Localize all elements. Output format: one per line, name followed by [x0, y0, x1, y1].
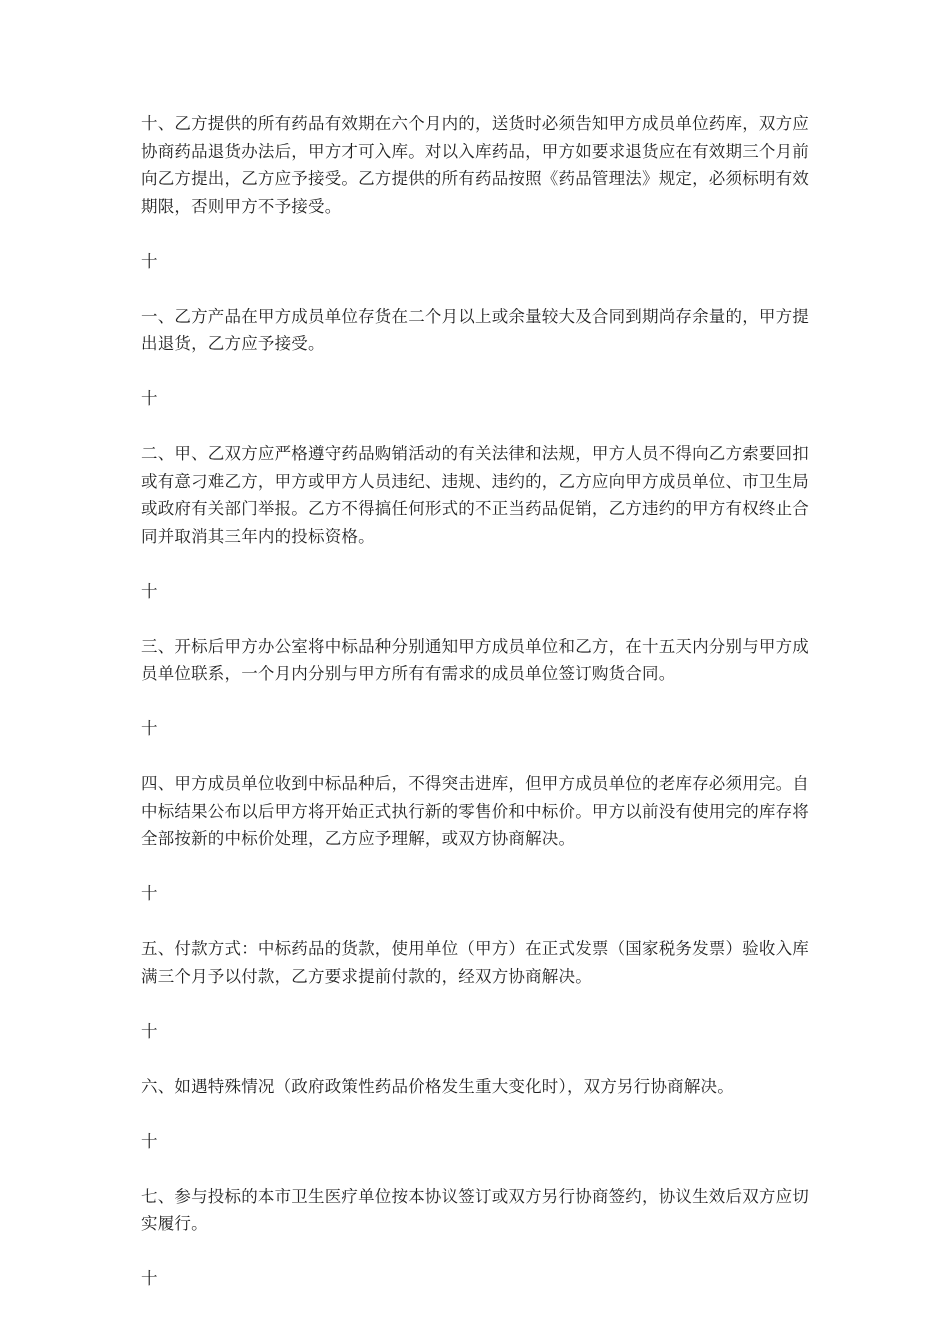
clause-number-fragment: 十 — [141, 1131, 158, 1151]
clause-number-fragment: 十 — [141, 884, 158, 903]
clause-number-fragment: 十 — [141, 581, 158, 601]
clause-paragraph: 一、乙方产品在甲方成员单位存货在二个月以上或余量较大及合同到期尚存余量的，甲方提出退货，乙方应予接受。 — [141, 306, 809, 353]
document-body — [141, 110, 809, 1320]
clause-number-fragment: 十 — [141, 719, 158, 738]
clause-paragraph: 七、参与投标的本市卫生医疗单位按本协议签订或双方另行协商签约，协议生效后双方应切实履行。 — [141, 1186, 809, 1233]
clause-paragraph: 四、甲方成员单位收到中标品种后，不得突击进库，但甲方成员单位的老库存必须用完。自中标结果公布以后甲方将开始正式执行新的零售价和中标价。甲方以前没有使用完的库存将全部按新的中标价处理，乙方应予理解，或双方协商解决。 — [141, 774, 809, 848]
clause-number-fragment: 十 — [141, 251, 158, 271]
clause-paragraph: 二、甲、乙双方应严格遵守药品购销活动的有关法律和法规，甲方人员不得向乙方索要回扣或有意刁难乙方，甲方或甲方人员违纪、违规、违约的，乙方应向甲方成员单位、市卫生局或政府有关部门举报。乙方不得搞任何形式的不正当药品促销，乙方违约的甲方有权终止合同并取消其三年内的投标资格。 — [141, 444, 809, 546]
clause-paragraph: 五、付款方式：中标药品的货款，使用单位（甲方）在正式发票（国家税务发票）验收入库满三个月予以付款，乙方要求提前付款的，经双方协商解决。 — [141, 939, 809, 986]
clause-paragraph: 三、开标后甲方办公室将中标品种分别通知甲方成员单位和乙方，在十五天内分别与甲方成员单位联系，一个月内分别与甲方所有有需求的成员单位签订购货合同。 — [141, 636, 809, 683]
clause-paragraph: 六、如遇特殊情况（政府政策性药品价格发生重大变化时），双方另行协商解决。 — [141, 1076, 734, 1096]
clause-number-fragment: 十 — [141, 1021, 158, 1041]
clause-paragraph: 十、乙方提供的所有药品有效期在六个月内的，送货时必须告知甲方成员单位药库，双方应协商药品退货办法后，甲方才可入库。对以入库药品，甲方如要求退货应在有效期三个月前向乙方提出，乙方应予接受。乙方提供的所有药品按照《药品管理法》规定，必须标明有效期限，否则甲方不予接受。 — [141, 114, 809, 216]
clause-number-fragment: 十 — [141, 389, 158, 408]
clause-number-fragment: 十 — [141, 1269, 158, 1288]
